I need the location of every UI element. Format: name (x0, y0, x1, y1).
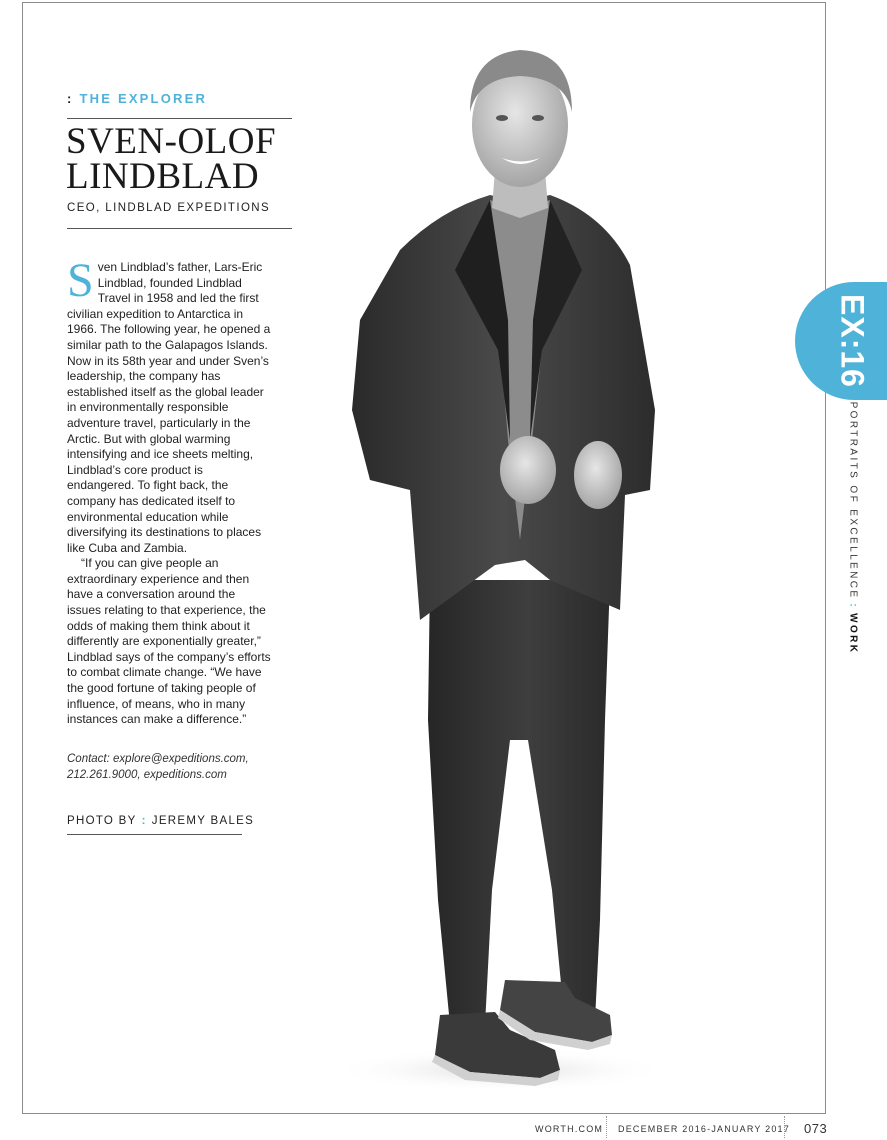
header-rule-bottom (67, 228, 292, 229)
subject-name-line1: SVEN-OLOF (66, 121, 277, 162)
photo-credit-colon: : (141, 815, 147, 827)
credit-rule (67, 834, 242, 835)
photo-credit-label: PHOTO BY (67, 815, 137, 827)
left-hand (500, 436, 556, 504)
portrait-photo (320, 20, 680, 1100)
section-tab-label: EX:16 (834, 294, 871, 388)
article-paragraph-2: “If you can give people an extraordinary experience and then have a conversation around the issues relating to that experience, the odds of making them think about it differently are exponentially greater,” Lindblad says of the company’s efforts to combat climate change. “We have the good fortune of taking people of influence, of means, who in many instances can make a difference.” (67, 556, 271, 727)
article-body (67, 254, 272, 728)
footer-separator (606, 1116, 607, 1138)
header-rule-top (67, 118, 292, 119)
article-paragraph-1-text: ven Lindblad’s father, Lars-Eric Lindblad, founded Lindblad Travel in 1958 and led the first civilian expedition to Antarctica in 1966. The following year, he opened a similar path to the Galapagos Islands. Now in its 58th year and under Sven’s leadership, the company has established itself as the global leader in environmentally responsible adventure travel, particularly in the Arctic. But with global warming intensifying and ice sheets melting, Lindblad’s core product is endangered. To fight back, the company has dedicated itself to environmental education while diversifying its destinations to places like Cuba and Zambia. (67, 260, 271, 555)
contact-info: Contact: explore@expeditions.com, 212.261.9000, expeditions.com (67, 753, 249, 781)
footer-site: WORTH.COM (535, 1124, 604, 1134)
photo-credit (67, 815, 254, 827)
page-number: 073 (804, 1121, 828, 1136)
kicker-label: THE EXPLORER (79, 91, 208, 106)
kicker-colon: : (67, 91, 74, 106)
subject-name-line2: LINDBLAD (66, 156, 260, 197)
subject-name (66, 121, 306, 197)
drop-cap: S (67, 254, 94, 307)
side-caption (848, 402, 859, 655)
footer-separator (784, 1116, 785, 1138)
section-kicker (67, 91, 207, 106)
side-caption-text: PORTRAITS OF EXCELLENCE (847, 401, 859, 600)
right-hand (574, 441, 622, 509)
article-paragraph-1 (67, 254, 272, 556)
footer-issue-date: DECEMBER 2016-JANUARY 2017 (618, 1124, 790, 1134)
side-caption-section: WORK (847, 613, 859, 655)
subject-title: CEO, LINDBLAD EXPEDITIONS (67, 202, 271, 214)
side-caption-colon: : (847, 603, 859, 610)
photographer-name: JEREMY BALES (151, 815, 255, 827)
trousers (428, 580, 610, 1025)
